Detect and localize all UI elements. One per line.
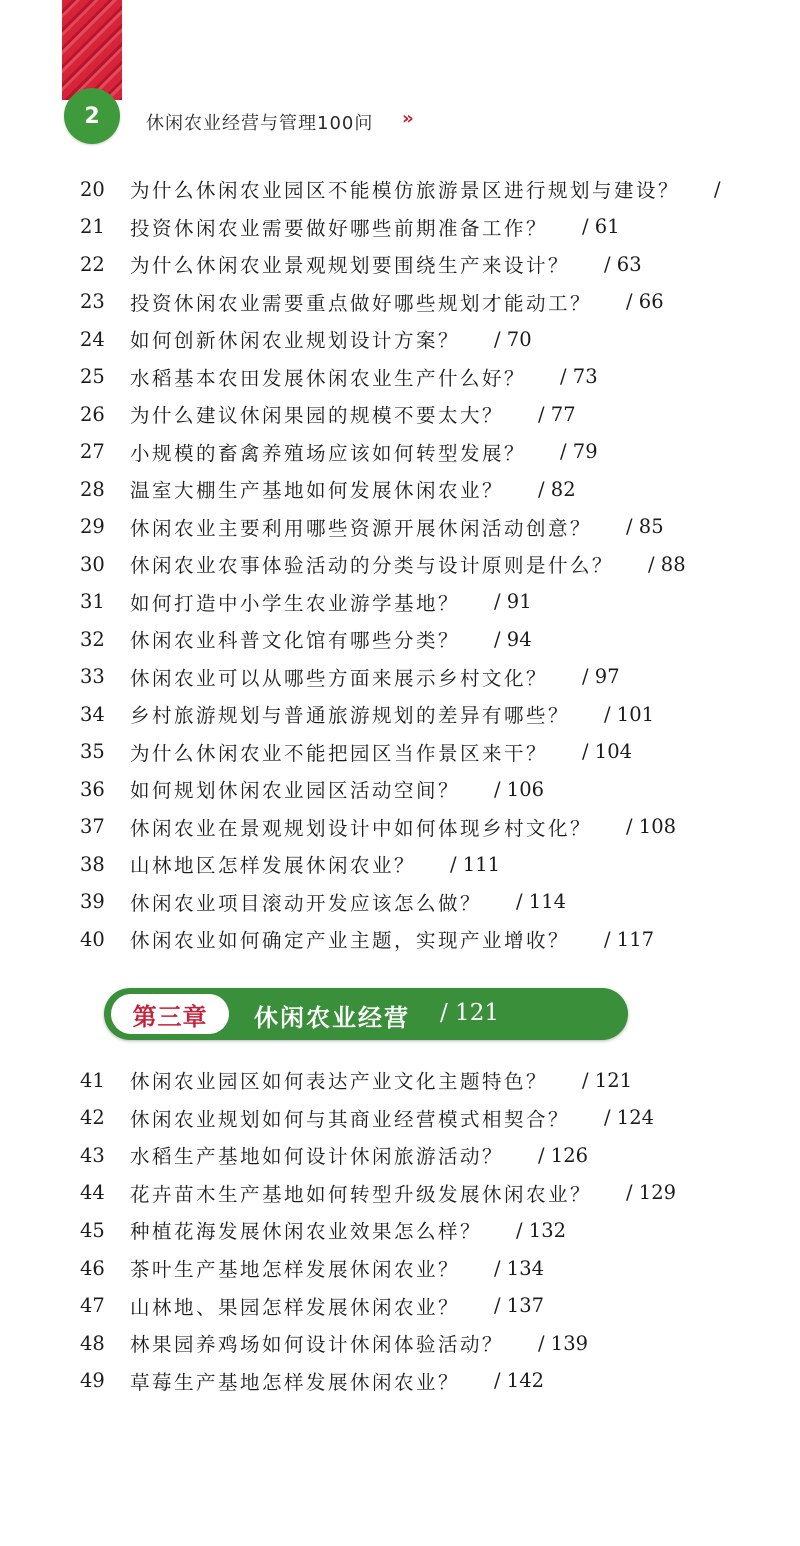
entry-page: / 61: [582, 215, 620, 238]
entry-number: 44: [80, 1181, 105, 1205]
toc-entry[interactable]: [0, 360, 800, 394]
entry-number: 31: [80, 590, 105, 613]
entry-page: / 106: [494, 777, 545, 801]
entry-page: / 88: [648, 552, 686, 576]
entry-title: 乡村旅游规划与普通旅游规划的差异有哪些？: [130, 704, 571, 727]
toc-entry[interactable]: [0, 622, 800, 656]
entry-page: / 104: [582, 740, 633, 763]
entry-number: 26: [80, 402, 105, 426]
entry-title: 如何打造中小学生农业游学基地？: [130, 591, 461, 615]
entry-number: 25: [80, 365, 105, 388]
entry-number: 43: [80, 1143, 105, 1167]
chapter-label: 第三章: [111, 994, 229, 1034]
toc-entry[interactable]: [0, 435, 800, 469]
entry-number: 23: [80, 290, 105, 313]
decorative-ribbon: [62, 0, 122, 100]
entry-page: / 91: [494, 590, 532, 613]
entry-title: 为什么休闲农业景观规划要围绕生产来设计？: [130, 254, 571, 277]
toc-entry[interactable]: [0, 772, 800, 806]
entry-title: 休闲农业主要利用哪些资源开展休闲活动创意？: [130, 516, 593, 540]
entry-title: 休闲农业可以从哪些方面来展示乡村文化？: [130, 666, 549, 690]
toc-entry[interactable]: [0, 397, 800, 431]
double-chevron-icon: ››: [402, 108, 411, 129]
toc-entry[interactable]: [0, 1364, 800, 1398]
entry-page: / 132: [516, 1218, 567, 1242]
entry-page: / 129: [626, 1181, 677, 1205]
entry-title: 山林地区怎样发展休闲农业？: [130, 854, 417, 877]
entry-title: 为什么建议休闲果园的规模不要太大？: [130, 404, 505, 427]
entry-number: 33: [80, 665, 105, 688]
toc-entry[interactable]: [0, 1251, 800, 1285]
entry-number: 47: [80, 1294, 105, 1318]
entry-page: / 114: [516, 890, 567, 913]
entry-page: / 79: [560, 440, 598, 463]
entry-page: / 137: [494, 1294, 545, 1318]
entry-number: 35: [80, 740, 105, 763]
entry-page: / 126: [538, 1143, 589, 1167]
toc-entry[interactable]: [0, 810, 800, 844]
chapter-page: / 121: [440, 1000, 499, 1026]
entry-page: / 82: [538, 477, 576, 501]
chapter-banner[interactable]: [104, 988, 628, 1040]
entry-title: 草莓生产基地怎样发展休闲农业？: [130, 1370, 461, 1394]
entry-number: 28: [80, 477, 105, 501]
entry-title: 如何创新休闲农业规划设计方案？: [130, 329, 461, 352]
entry-number: 32: [80, 627, 105, 651]
entry-number: 36: [80, 777, 105, 801]
entry-page: / 117: [604, 927, 655, 951]
entry-number: 34: [80, 702, 105, 726]
entry-title: 水稻基本农田发展休闲农业生产什么好？: [130, 366, 527, 390]
entry-page: / 63: [604, 252, 642, 276]
entry-page: / 101: [604, 702, 655, 726]
entry-page: / 111: [450, 852, 501, 876]
toc-entry[interactable]: [0, 660, 800, 694]
entry-title: 山林地、果园怎样发展休闲农业？: [130, 1295, 461, 1319]
entry-number: 38: [80, 852, 105, 876]
entry-number: 20: [80, 177, 105, 201]
toc-entry[interactable]: [0, 547, 800, 581]
toc-entry[interactable]: [0, 1176, 800, 1210]
entry-title: 休闲农业在景观规划设计中如何体现乡村文化？: [130, 816, 593, 840]
toc-entry[interactable]: [0, 847, 800, 881]
toc-entry[interactable]: [0, 172, 800, 206]
entry-number: 42: [80, 1106, 105, 1130]
entry-title: 休闲农业科普文化馆有哪些分类？: [130, 629, 461, 652]
entry-page: / 73: [560, 365, 598, 388]
toc-entry[interactable]: [0, 1063, 800, 1097]
entry-title: 水稻生产基地如何设计休闲旅游活动？: [130, 1145, 505, 1169]
entry-number: 27: [80, 440, 105, 463]
entry-page: / 70: [494, 327, 532, 351]
entry-page: / 142: [494, 1369, 545, 1393]
toc-entry[interactable]: [0, 247, 800, 281]
entry-number: 22: [80, 252, 105, 276]
entry-page: / 139: [538, 1331, 589, 1355]
toc-entry[interactable]: [0, 585, 800, 619]
entry-title: 投资休闲农业需要重点做好哪些规划才能动工？: [130, 291, 593, 315]
entry-page: / 97: [582, 665, 620, 688]
toc-entry[interactable]: [0, 472, 800, 506]
entry-title: 休闲农业如何确定产业主题，实现产业增收？: [130, 929, 571, 952]
toc-entry[interactable]: [0, 1101, 800, 1135]
entry-title: 温室大棚生产基地如何发展休闲农业？: [130, 479, 505, 502]
entry-title: 为什么休闲农业不能把园区当作景区来干？: [130, 741, 549, 765]
entry-page: / 134: [494, 1256, 545, 1280]
entry-page: / 121: [582, 1068, 633, 1092]
entry-page: / 124: [604, 1106, 655, 1130]
entry-page: / 94: [494, 627, 532, 651]
entry-title: 如何规划休闲农业园区活动空间？: [130, 779, 461, 802]
toc-entry[interactable]: [0, 885, 800, 919]
toc-entry[interactable]: [0, 285, 800, 319]
entry-number: 24: [80, 327, 105, 351]
entry-title: 休闲农业农事体验活动的分类与设计原则是什么？: [130, 554, 615, 577]
page-number-badge: 2: [64, 88, 120, 144]
entry-title: 小规模的畜禽养殖场应该如何转型发展？: [130, 441, 527, 465]
entry-number: 40: [80, 927, 105, 951]
toc-entry[interactable]: [0, 697, 800, 731]
toc-entry[interactable]: [0, 1326, 800, 1360]
entry-number: 46: [80, 1256, 105, 1280]
entry-title: 休闲农业规划如何与其商业经营模式相契合？: [130, 1107, 571, 1131]
entry-title: 花卉苗木生产基地如何转型升级发展休闲农业？: [130, 1182, 593, 1206]
entry-title: 种植花海发展休闲农业效果怎么样？: [130, 1220, 483, 1244]
toc-entry[interactable]: [0, 735, 800, 769]
entry-number: 37: [80, 815, 105, 838]
entry-page: / 108: [626, 815, 677, 838]
entry-number: 41: [80, 1068, 105, 1092]
entry-number: 30: [80, 552, 105, 576]
entry-page: / 77: [538, 402, 576, 426]
toc-entry[interactable]: [0, 510, 800, 544]
entry-number: 48: [80, 1331, 105, 1355]
entry-page: / 85: [626, 515, 664, 538]
toc-entry[interactable]: [0, 1138, 800, 1172]
toc-entry[interactable]: [0, 210, 800, 244]
entry-number: 39: [80, 890, 105, 913]
entry-number: 45: [80, 1218, 105, 1242]
book-title: 休闲农业经营与管理100问: [146, 113, 374, 134]
entry-number: 21: [80, 215, 105, 238]
entry-number: 49: [80, 1369, 105, 1393]
chapter-title: 休闲农业经营: [254, 1003, 410, 1032]
toc-entry[interactable]: [0, 1213, 800, 1247]
toc-entry[interactable]: [0, 1289, 800, 1323]
entry-title: 林果园养鸡场如何设计休闲体验活动？: [130, 1333, 505, 1357]
entry-page: / 66: [626, 290, 664, 313]
toc-entry[interactable]: [0, 322, 800, 356]
toc-entry[interactable]: [0, 922, 800, 956]
entry-title: 投资休闲农业需要做好哪些前期准备工作？: [130, 216, 549, 240]
entry-page: /: [714, 177, 721, 201]
entry-title: 休闲农业园区如何表达产业文化主题特色？: [130, 1070, 549, 1093]
entry-number: 29: [80, 515, 105, 538]
entry-title: 为什么休闲农业园区不能模仿旅游景区进行规划与建设？: [130, 179, 681, 202]
entry-title: 茶叶生产基地怎样发展休闲农业？: [130, 1258, 461, 1281]
entry-title: 休闲农业项目滚动开发应该怎么做？: [130, 891, 483, 915]
